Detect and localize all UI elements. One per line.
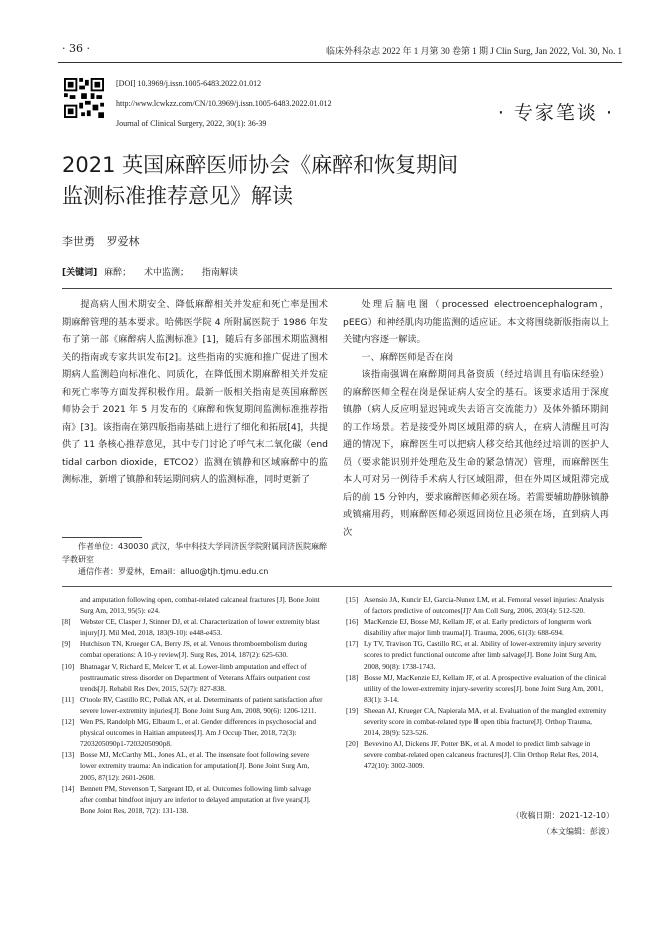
page-number: · 36 · [62, 42, 90, 55]
reference [346, 616, 610, 638]
reference-text: Hutchison TN, Krueger CA, Berry JS, et al. Venous thromboembolism during combat operations: A 10-y review[J]. Surg Res, 2014, 187(2): 625-630. [80, 639, 308, 660]
reference [62, 661, 326, 694]
reference-text: Sheean AJ, Krueger CA, Napierala MA, et al. Evaluation of the mangled extremity severity score in combat-related type Ⅲ open tibia fracture[J]. Orthop Trauma, 2014, 28(9): 523-526. [364, 705, 607, 738]
reference-number: [11] [62, 694, 74, 704]
keywords-rule [62, 288, 612, 289]
reference-number: [18] [346, 672, 359, 682]
reference [62, 783, 326, 816]
keywords-label: [关键词] [62, 268, 98, 278]
reference-number: [12] [62, 717, 75, 727]
reference-text: Asensio JA, Kuncir EJ, Garcia-Nunez LM, et al. Femoral vessel injuries: Analysis of factors predictive of outcomes[J]? Am Coll Surg, 2006, 203(4): 512-520. [364, 595, 605, 616]
column-label: · 专家笔谈 · [497, 102, 614, 124]
received-date: （收稿日期：2021-12-10） [511, 811, 614, 820]
reference-number: [19] [346, 705, 359, 715]
reference-continuation: and amputation following open, combat-related calcaneal fractures [J]. Bone Joint Surg Am, 2013, 95(5): e24. [80, 595, 320, 616]
editor-credit: （本文编辑：彭波） [542, 827, 614, 836]
reference [62, 616, 326, 638]
reference-text: MacKenzie EJ, Bosse MJ, Kellam JF, et al. Early predictors of longterm work disability after major limb trauma[J]. Trauma, 2006, 61(3): 688-694. [364, 617, 592, 638]
reference-number: [16] [346, 617, 359, 627]
reference-list-left [62, 594, 326, 816]
reference [346, 594, 610, 616]
reference-text: Bosse MJ, McCarthy ML, Jones AL, et al. The insensate foot following severe lower extremity trauma: An indication for amputation[J]. Bone Joint Surg Am, 2005, 87(12): 2601-2608. [80, 750, 310, 782]
section-heading: 一、麻醉医师是否在岗 [361, 351, 454, 363]
footnote [62, 541, 330, 579]
reference-number: [9] [62, 639, 71, 649]
reference [346, 638, 610, 671]
reference [62, 638, 326, 660]
citation: Journal of Clinical Surgery, 2022, 30(1): 36-39 [116, 119, 267, 128]
reference [346, 705, 610, 738]
footnote-rule [62, 537, 142, 538]
reference-list-right [346, 594, 610, 772]
reference-number: [14] [62, 783, 75, 793]
reference-number: [13] [62, 750, 75, 760]
keyword: 术中监测； [144, 268, 190, 278]
reference-text: Bennett PM, Stevenson T, Sargeant ID, et al. Outcomes following limb salvage after combat hindfoot injury are inferior to delayed amputation at five years[J]. Bone Joint Res, 2018, 7(2): 131-138. [80, 783, 312, 815]
keyword: 指南解读 [201, 268, 238, 278]
reference-text: Bosse MJ, MacKenzie EJ, Kellam JF, et al. A prospective evaluation of the clinical utility of the lower-extremity injury-severity scores[J]. bone Joint Surg Am, 2001, 83(1): 3-14. [364, 672, 606, 704]
authors: 李世勇 罗爱林 [62, 235, 140, 248]
title-line: 2021 英国麻醉医师协会《麻醉和恢复期间 [62, 153, 459, 177]
qr-code-icon [64, 78, 104, 118]
body-paragraph: 处理后脑电图（processed electroencephalogram，pEEG）和神经肌肉功能监测的适应证。本文将围绕新版指南以上关键内容逐一解读。 [343, 299, 609, 345]
header-rule [58, 62, 622, 63]
reference-text: Bevevino AJ, Dickens JF, Potter BK, et al. A model to predict limb salvage in severe combat-related open calcaneus fractures[J]. Clin Orthop Relat Res, 2014, 472(10): 3002-3009. [364, 739, 599, 771]
title-line: 监测标准推荐意见》解读 [62, 184, 293, 208]
reference-text: Webster CE, Clasper J, Stinner DJ, et al. Characterization of lower extremity blast injury[J]. Mil Med, 2018, 183(9-10): e448-e453. [80, 617, 320, 638]
keywords [62, 265, 248, 278]
reference-text: O'toole RV, Castillo RC, Pollak AN, et al. Determinants of patient satisfaction after severe lower-extremity injuries[J]. Bone Joint Surg Am, 2008, 90(6): 1206-1211. [80, 694, 323, 715]
article-title [62, 150, 532, 212]
body-paragraph: 该指南强调在麻醉期间具备资质（经过培训且有临床经验）的麻醉医师全程在岗是保证病人安全的基石。该要求适用于深度镇静（病人反应明显迟钝或失去语言交流能力）及体外循环期间的工作场景。若是接受外周区域阻滞的病人，在病人清醒且可沟通的情况下，麻醉医生可以把病人移交给其他经过培训的医护人员（要求能识别并处理危及生命的紧急情况）管理，而麻醉医生本人可对另一例待手术病人行区域阻滞，但在外周区域阻滞完成后的前 15 分钟内，要求麻醉医师必须在场。若需要辅助静脉镇静或镇痛用药，则麻醉医师必须返回岗位且必须在场，直到病人再次 [343, 369, 609, 538]
reference [346, 738, 610, 771]
reference-number: [17] [346, 639, 359, 649]
affiliation: 作者单位：430030 武汉，华中科技大学同济医学院附属同济医院麻醉学教研室 [62, 542, 328, 564]
reference-text: Ly TV, Travison TG, Castillo RC, et al. Ability of lower-extremity injury severity scores to predict functional outcome after limb salvage[J]. Bone Joint Surg Am, 2008, 90(8): 1738-1743. [364, 639, 602, 671]
reference-text: Bhatnagar V, Richard E, Melcer T, et al. Lower-limb amputation and effect of posttraumatic stress disorder on Department of Veterans Affairs outpatient cost trends[J]. Rehabil Res Dev, 2015, 52(7): 827-838. [80, 661, 311, 693]
reference-number: [20] [346, 739, 359, 749]
reference [62, 716, 326, 749]
reference [62, 749, 326, 782]
doi: [DOI] 10.3969/j.issn.1005-6483.2022.01.012 [116, 79, 262, 88]
corresponding-author: 通信作者：罗爱林，Email：alluo@tjh.tjmu.edu.cn [78, 567, 269, 576]
reference-number: [15] [346, 595, 359, 604]
article-url: http://www.lcwkzz.com/CN/10.3969/j.issn.1005-6483.2022.01.012 [116, 99, 332, 108]
keyword: 麻醉； [104, 268, 132, 278]
journal-header: 临床外科杂志 2022 年 1 月第 30 卷第 1 期 J Clin Surg, Jan 2022, Vol. 30, No. 1 [325, 46, 622, 56]
reference-text: Wen PS, Randolph MG, Elbaum L, et al. Gender differences in psychosocial and physical outcomes in Haitian amputees[J]. Am J Occup Ther, 2018, 72(3): 7203205090p1-7203205090p8. [80, 717, 316, 749]
reference [62, 694, 326, 716]
body-column-right [343, 296, 609, 541]
section-divider [62, 586, 612, 587]
reference-number: [8] [62, 617, 71, 627]
body-paragraph: 提高病人围术期安全、降低麻醉相关并发症和死亡率是围术期麻醉管理的基本要求。哈佛医学院 4 所附属医院于 1986 年发布了第一部《麻醉病人监测标准》[1]，随后有多部围术期监测相关的指南或专家共识发布[2]。这些指南的实施和推广促进了围术期病人监测趋向标准化、同质化，在降低围术期麻醉相关并发症和死亡率等方面发挥积极作用。最新一版相关指南是英国麻醉医师协会于 2021 年 5 月发布的《麻醉和恢复期间监测标准推荐指南》[3]。该指南在第四版指南基础上进行了细化和拓展[4]，共提供了 11 条核心推荐意见，其中专门讨论了呼气末二氧化碳（end tidal carbon dioxide，ETCO2）监测在镇静和区域麻醉中的监测标准，新增了镇静和转运期间病人的监测标准，同时更新了 [62, 299, 328, 485]
reference-number: [10] [62, 661, 75, 671]
body-column-left [62, 296, 328, 489]
reference [346, 672, 610, 705]
